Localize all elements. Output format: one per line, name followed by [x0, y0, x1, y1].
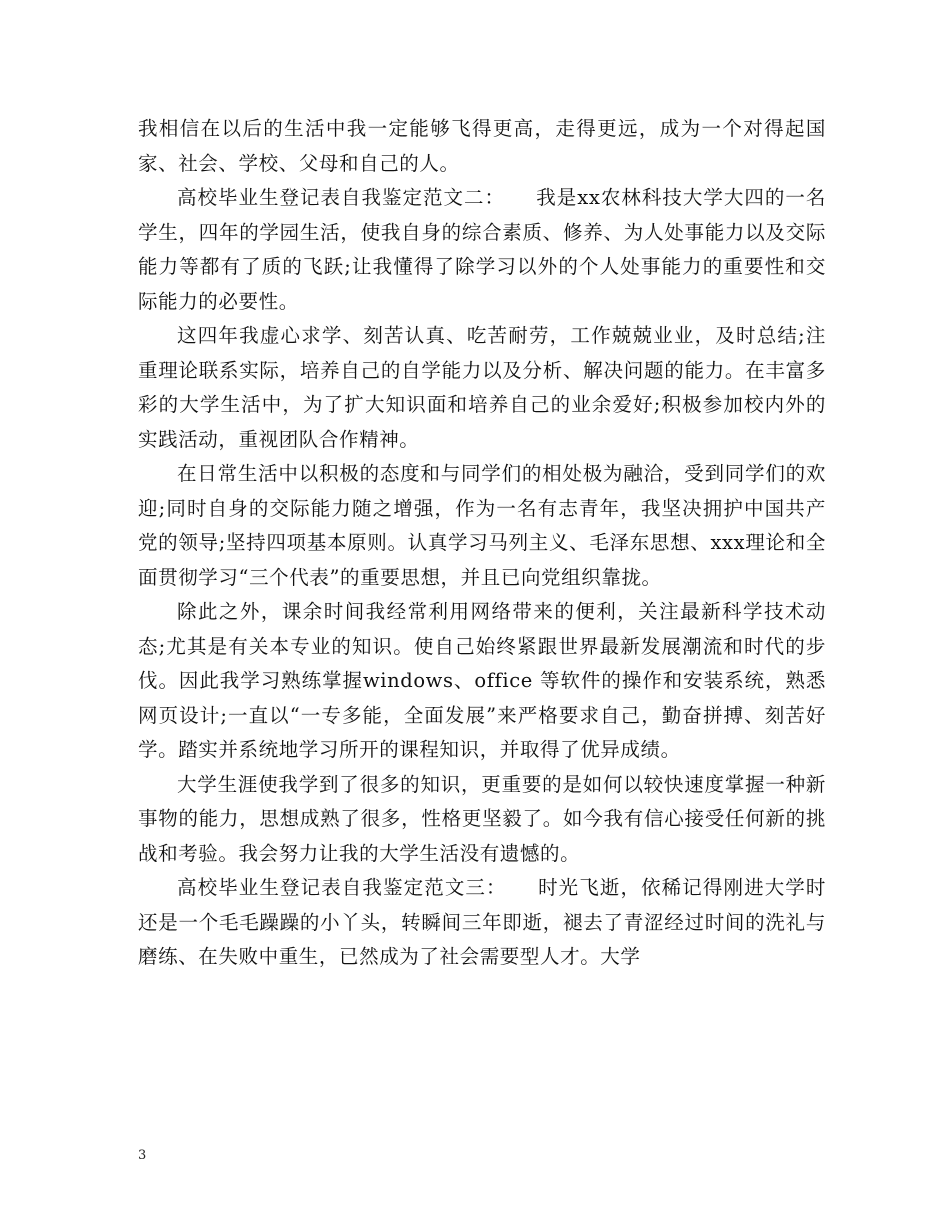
paragraph-6: 大学生涯使我学到了很多的知识，更重要的是如何以较快速度掌握一种新事物的能力，思想成熟了很多，性格更坚毅了。如今我有信心接受任何新的挑战和考验。我会努力让我的大学生活没有遗憾的。 [138, 772, 826, 865]
paragraph-2: 高校毕业生登记表自我鉴定范文二： 我是xx农林科技大学大四的一名学生，四年的学园生活，使我自身的综合素质、修养、为人处事能力以及交际能力等都有了质的飞跃;让我懂得了除学习以外的个人处事能力的重要性和交际能力的必要性。 [138, 186, 826, 313]
paragraph-1: 我相信在以后的生活中我一定能够飞得更高，走得更远，成为一个对得起国家、社会、学校、父母和自己的人。 [138, 117, 826, 175]
document-body [138, 112, 826, 975]
page-number: 3 [138, 1148, 147, 1163]
paragraph-5: 除此之外，课余时间我经常利用网络带来的便利，关注最新科学技术动态;尤其是有关本专业的知识。使自己始终紧跟世界最新发展潮流和时代的步伐。因此我学习熟练掌握windows、office 等软件的操作和安装系统，熟悉网页设计;一直以“一专多能，全面发展”来严格要求自己，勤奋拼搏、刻苦好学。踏实并系统地学习所开的课程知识，并取得了优异成绩。 [138, 600, 826, 761]
paragraph-3: 这四年我虚心求学、刻苦认真、吃苦耐劳，工作兢兢业业，及时总结;注重理论联系实际，培养自己的自学能力以及分析、解决问题的能力。在丰富多彩的大学生活中，为了扩大知识面和培养自己的业余爱好;积极参加校内外的实践活动，重视团队合作精神。 [138, 324, 826, 451]
paragraph-7: 高校毕业生登记表自我鉴定范文三： 时光飞逝，依稀记得刚进大学时还是一个毛毛躁躁的小丫头，转瞬间三年即逝，褪去了青涩经过时间的洗礼与磨练、在失败中重生，已然成为了社会需要型人才。大学 [138, 876, 826, 968]
paragraph-4: 在日常生活中以积极的态度和与同学们的相处极为融洽，受到同学们的欢迎;同时自身的交际能力随之增强，作为一名有志青年，我坚决拥护中国共产党的领导;坚持四项基本原则。认真学习马列主义、毛泽东思想、xxx理论和全面贯彻学习“三个代表”的重要思想，并且已向党组织靠拢。 [138, 462, 826, 589]
